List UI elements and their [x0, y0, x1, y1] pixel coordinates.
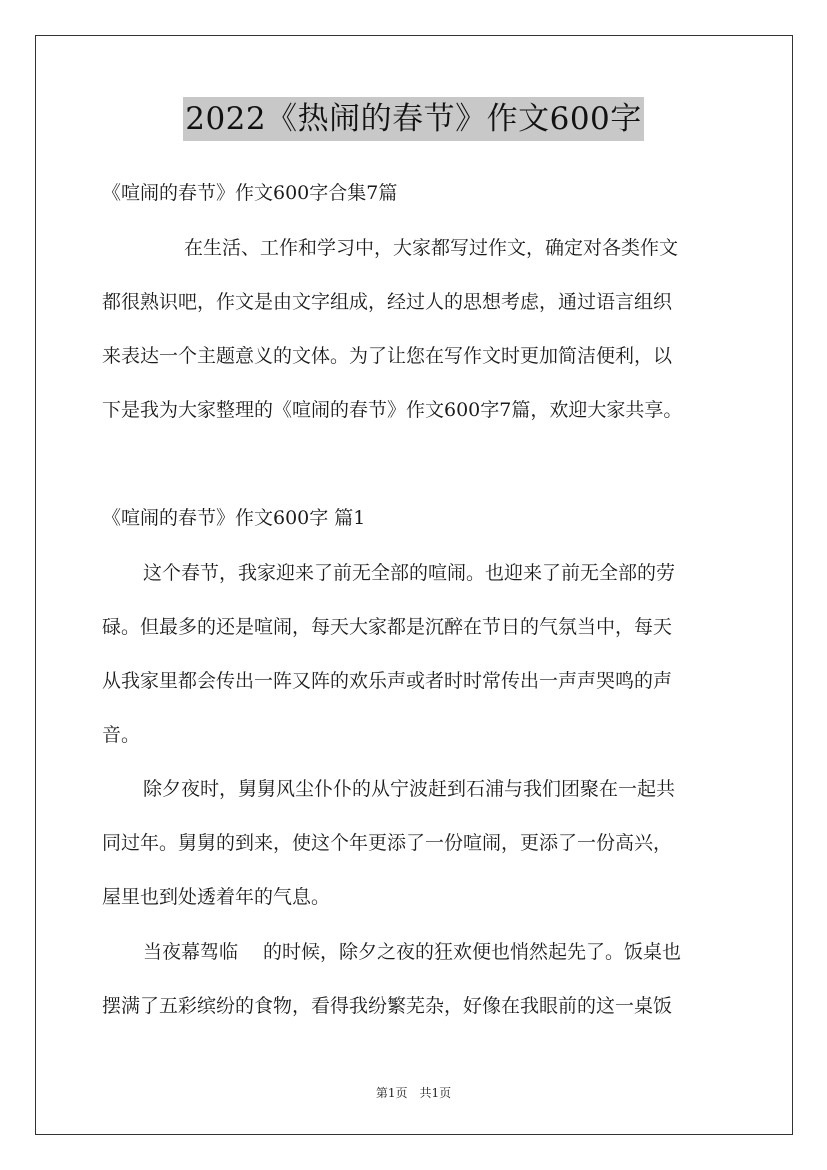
paragraph-line: 碌。但最多的还是喧闹，每天大家都是沉醉在节日的气氛当中，每天 [102, 616, 673, 638]
intro-line: 都很熟识吧，作文是由文字组成，经过人的思想考虑，通过语言组织 [102, 291, 673, 313]
paragraph-line: 这个春节，我家迎来了前无全部的喧闹。也迎来了前无全部的劳 [143, 562, 676, 584]
document-title: 2022《热闹的春节》作文600字 [183, 97, 644, 141]
intro-line: 下是我为大家整理的《喧闹的春节》作文600字7篇，欢迎大家共享。 [102, 399, 683, 421]
paragraph-line: 摆满了五彩缤纷的食物，看得我纷繁芜杂，好像在我眼前的这一桌饭 [102, 995, 673, 1017]
paragraph-line: 当夜幕驾临 的时候，除夕之夜的狂欢便也悄然起先了。饭桌也 [143, 941, 682, 963]
paragraph-line: 音。 [102, 724, 141, 746]
paragraph-line: 屋里也到处透着年的气息。 [102, 886, 331, 908]
section-heading: 《喧闹的春节》作文600字 篇1 [102, 507, 366, 529]
page-footer: 第1页 共1页 [375, 1086, 452, 1100]
intro-line: 来表达一个主题意义的文体。为了让您在写作文时更加简洁便利，以 [102, 345, 673, 367]
paragraph-line: 除夕夜时，舅舅风尘仆仆的从宁波赶到石浦与我们团聚在一起共 [143, 778, 676, 800]
intro-line: 在生活、工作和学习中，大家都写过作文，确定对各类作文 [184, 237, 679, 259]
title-wrap [0, 97, 827, 141]
document-subtitle: 《喧闹的春节》作文600字合集7篇 [102, 182, 398, 204]
paragraph-line: 同过年。舅舅的到来，使这个年更添了一份喧闹，更添了一份高兴， [102, 832, 673, 854]
paragraph-line: 从我家里都会传出一阵又阵的欢乐声或者时时常传出一声声哭鸣的声 [102, 670, 673, 692]
